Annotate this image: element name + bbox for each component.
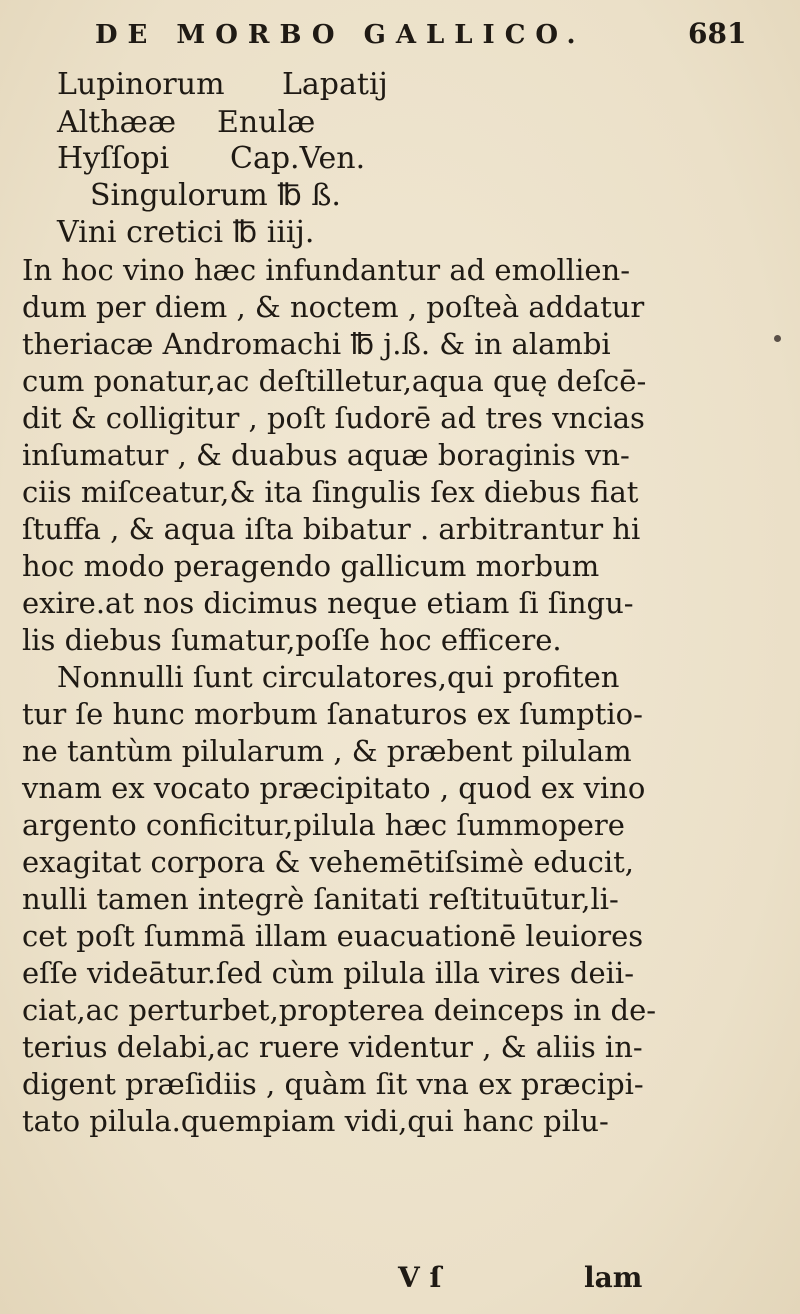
body-line: ciat,ac perturbet,propterea deinceps in de-	[22, 993, 657, 1027]
page-number: 681	[688, 17, 747, 50]
recipe-ingredient: Lupinorum	[57, 67, 225, 102]
dose-line: Vini cretici ℔ iiij.	[57, 215, 315, 250]
body-line: tur ſe hunc morbum ſanaturos ex ſumptio-	[22, 697, 643, 731]
body-line: cum ponatur,ac deſtilletur,aqua quę deſcē-	[22, 364, 647, 398]
body-line: ciis miſceatur,& ita ſingulis ſex diebus fiat	[22, 475, 639, 509]
dose-line: Singulorum ℔ ß.	[90, 178, 341, 213]
body-line: nulli tamen integrè ſanitati reſtituūtur,li-	[22, 882, 619, 916]
body-line: tato pilula.quempiam vidi,qui hanc pilu-	[22, 1104, 609, 1138]
recipe-ingredient: Hyſſopi	[57, 141, 170, 176]
body-line: hoc modo peragendo gallicum morbum	[22, 549, 600, 583]
body-line: inſumatur , & duabus aquæ boraginis vn-	[22, 438, 630, 472]
body-line: In hoc vino hæc infundantur ad emollien-	[22, 253, 630, 287]
recipe-ingredient: Lapatij	[282, 67, 388, 102]
recipe-ingredient: Enulæ	[217, 105, 316, 140]
body-line: vnam ex vocato præcipitato , quod ex vino	[22, 771, 646, 805]
body-line: exagitat corpora & vehemētiſsimè educit,	[22, 845, 634, 879]
body-line: theriacæ Andromachi ℔ j.ß. & in alambi	[22, 327, 611, 361]
body-line: Nonnulli ſunt circulatores,qui profiten	[57, 660, 620, 694]
signature-mark: V ſ	[398, 1261, 442, 1294]
body-line: argento conficitur,pilula hæc ſummopere	[22, 808, 625, 842]
body-line: cet poſt ſummā illam euacuationē leuiores	[22, 919, 644, 953]
body-line: dit & colligitur , poſt ſudorē ad tres vncias	[22, 401, 645, 435]
running-title: DE MORBO GALLICO.	[95, 20, 586, 50]
body-line: lis diebus ſumatur,poſſe hoc efficere.	[22, 623, 562, 657]
recipe-ingredient: Cap.Ven.	[230, 141, 366, 176]
body-line: ſtuffa , & aqua iſta bibatur . arbitrantur hi	[22, 512, 641, 546]
body-line: eſſe videātur.ſed cùm pilula illa vires deii-	[22, 956, 634, 990]
body-line: ne tantùm pilularum , & præbent pilulam	[22, 734, 632, 768]
recipe-ingredient: Althææ	[57, 105, 177, 140]
body-line: exire.at nos dicimus neque etiam ſi ſingu-	[22, 586, 634, 620]
ink-speck	[774, 335, 781, 342]
body-line: terius delabi,ac ruere videntur , & aliis in-	[22, 1030, 643, 1064]
body-line: digent præſidiis , quàm ſit vna ex præcipi-	[22, 1067, 644, 1101]
catchword: lam	[584, 1261, 643, 1294]
body-line: dum per diem , & noctem , poſteà addatur	[22, 290, 645, 324]
